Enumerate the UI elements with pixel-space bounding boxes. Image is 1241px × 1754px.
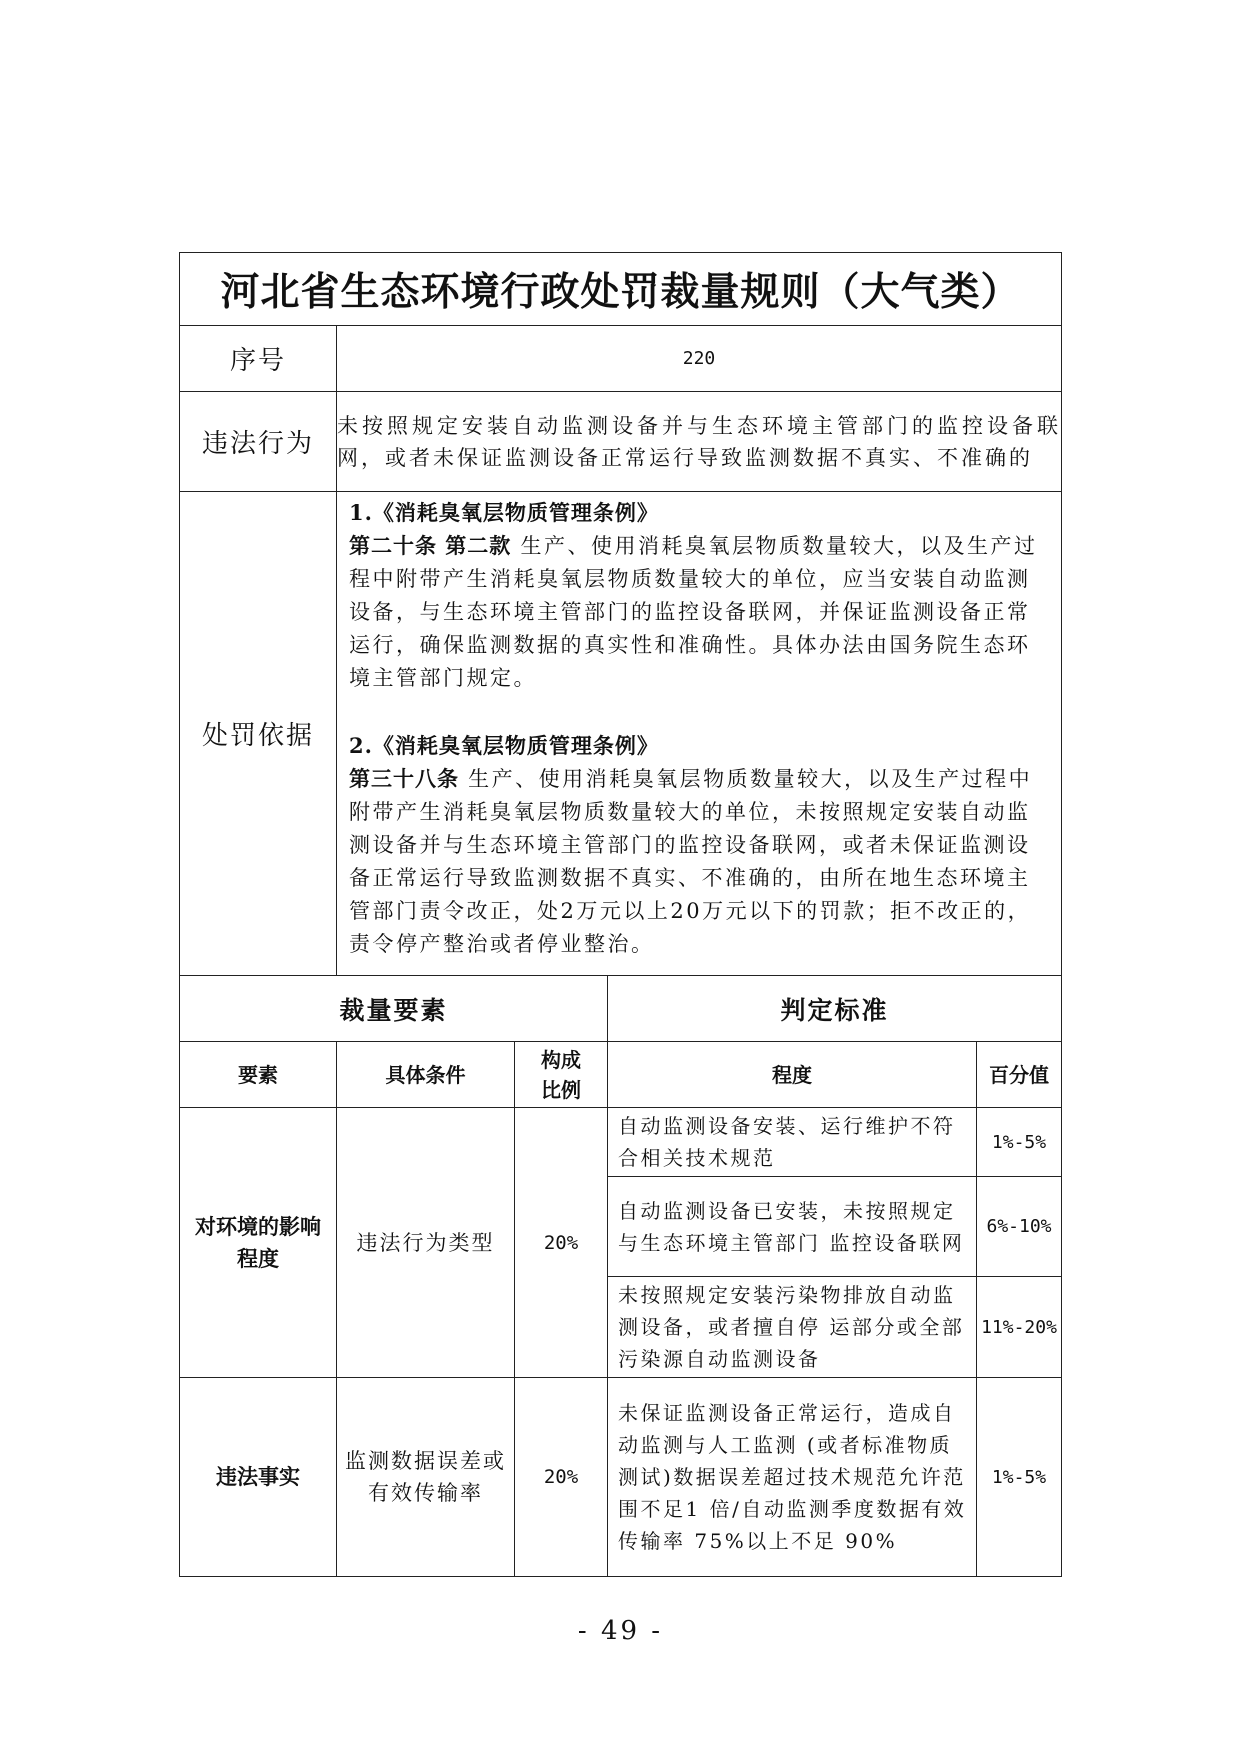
- ratio-cell: 20%: [515, 1378, 608, 1577]
- column-header-degree: 程度: [608, 1042, 977, 1108]
- behavior-text: 未按照规定安装自动监测设备并与生态环境主管部门的监控设备联网，或者未保证监测设备正常运行导致监测数据不真实、不准确的: [337, 392, 1062, 492]
- factor-cell: 违法事实: [180, 1378, 337, 1577]
- ratio-header-line2: 比例: [541, 1077, 581, 1102]
- degree-cell: 自动监测设备已安装，未按照规定与生态环境主管部门 监控设备联网: [608, 1177, 977, 1277]
- basis-item-clause: 第二十条 第二款: [349, 533, 512, 558]
- basis-item-clause: 第三十八条: [349, 766, 459, 791]
- degree-cell: 未保证监测设备正常运行，造成自动监测与人工监测 (或者标准物质测试)数据误差超过技术规范允许范围不足1 倍/自动监测季度数据有效传输率 75%以上不足 90%: [608, 1378, 977, 1577]
- serial-value: 220: [337, 326, 1062, 392]
- basis-item-text: 生产、使用消耗臭氧层物质数量较大，以及生产过程中附带产生消耗臭氧层物质数量较大的单位，应当安装自动监测设备，与生态环境主管部门的监控设备联网，并保证监测设备正常运行，确保监测数据的真实性和准确性。具体办法由国务院生态环境主管部门规定。: [349, 534, 1038, 690]
- percent-cell: 1%-5%: [977, 1108, 1062, 1177]
- basis-item-heading: 2.《消耗臭氧层物质管理条例》: [349, 733, 659, 758]
- column-header-percent: 百分值: [977, 1042, 1062, 1108]
- page-number: - 49 -: [577, 1616, 664, 1646]
- factor-cell: 对环境的影响程度: [180, 1108, 337, 1378]
- serial-label: 序号: [180, 326, 337, 392]
- penalty-rule-table: [179, 252, 1062, 1577]
- ratio-cell: 20%: [515, 1108, 608, 1378]
- condition-cell: 违法行为类型: [337, 1108, 515, 1378]
- behavior-label: 违法行为: [180, 392, 337, 492]
- degree-cell: 自动监测设备安装、运行维护不符合相关技术规范: [608, 1108, 977, 1177]
- basis-spacer: [349, 695, 1051, 729]
- column-header-ratio: [515, 1042, 608, 1108]
- section-factors-header: 裁量要素: [180, 976, 608, 1042]
- condition-cell: 监测数据误差或有效传输率: [337, 1378, 515, 1577]
- percent-cell: 11%-20%: [977, 1277, 1062, 1378]
- basis-item-body: [349, 529, 1051, 695]
- document-title: 河北省生态环境行政处罚裁量规则（大气类）: [180, 253, 1062, 326]
- basis-item-body: [349, 762, 1051, 961]
- basis-label: 处罚依据: [180, 492, 337, 976]
- column-header-condition: 具体条件: [337, 1042, 515, 1108]
- basis-content: [337, 492, 1062, 976]
- percent-cell: 6%-10%: [977, 1177, 1062, 1277]
- section-standards-header: 判定标准: [608, 976, 1062, 1042]
- percent-cell: 1%-5%: [977, 1378, 1062, 1577]
- degree-cell: 未按照规定安装污染物排放自动监测设备，或者擅自停 运部分或全部污染源自动监测设备: [608, 1277, 977, 1378]
- basis-item-text: 生产、使用消耗臭氧层物质数量较大，以及生产过程中附带产生消耗臭氧层物质数量较大的单位，未按照规定安装自动监测设备并与生态环境主管部门的监控设备联网，或者未保证监测设备正常运行导致监测数据不真实、不准确的，由所在地生态环境主管部门责令改正，处2万元以上20万元以下的罚款；拒不改正的，责令停产整治或者停业整治。: [349, 767, 1033, 956]
- basis-item-heading: 1.《消耗臭氧层物质管理条例》: [349, 500, 659, 525]
- column-header-factor: 要素: [180, 1042, 337, 1108]
- ratio-header-line1: 构成: [541, 1047, 581, 1072]
